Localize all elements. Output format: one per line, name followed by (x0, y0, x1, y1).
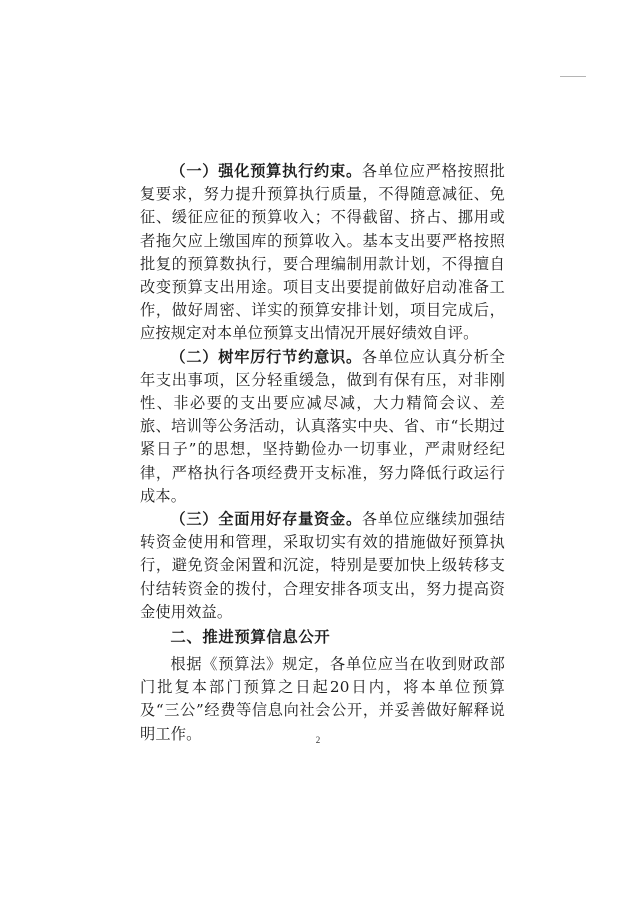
paragraph-budget-execution (140, 160, 505, 346)
page-number: 2 (315, 735, 321, 745)
paragraph-disclosure: 根据《预算法》规定，各单位应当在收到财政部门批复本部门预算之日起20日内，将本单位预算及“三公”经费等信息向社会公开，并妥善做好解释说明工作。 (140, 655, 505, 743)
section-heading: 二、推进预算信息公开 (170, 628, 331, 647)
paragraph-lead: （二）树牢厉行节约意识。 (170, 347, 362, 366)
paragraph-lead: （一）强化预算执行约束。 (170, 162, 362, 180)
paragraph-text: 各单位应严格按照批复要求，努力提升预算执行质量，不得随意减征、免征、缓征应征的预算收入；不得截留、挤占、挪用或者拖欠应上缴国库的预算收入。基本支出要严格按照批复的预算数执行，要合理编制用款计划，不得擅自改变预算支出用途。项目支出要提前做好启动准备工作，做好周密、详实的预算安排计划，项目完成后，应按规定对本单位预算支出情况开展好绩效自评。 (140, 162, 505, 343)
scan-mark (560, 76, 586, 77)
paragraph-existing-funds (140, 508, 505, 624)
paragraph-lead: （三）全面用好存量资金。 (170, 510, 362, 529)
paragraph-text: 各单位应认真分析全年支出事项，区分轻重缓急，做到有保有压，对非刚性、非必要的支出要应减尽减，大力精简会议、差旅、培训等公务活动，认真落实中央、省、市“长期过紧日子”的思想，坚持勤俭办一切事业，严肃财经纪律，严格执行各项经费开支标准，努力降低行政运行成本。 (140, 347, 505, 505)
document-body (140, 160, 505, 746)
paragraph-text: 各单位应继续加强结转资金使用和管理，采取切实有效的措施做好预算执行，避免资金闲置和沉淀，特别是要加快上级转移支付结转资金的拨付，合理安排各项支出，努力提高资金使用效益。 (140, 510, 505, 621)
paragraph-frugality (140, 346, 505, 508)
